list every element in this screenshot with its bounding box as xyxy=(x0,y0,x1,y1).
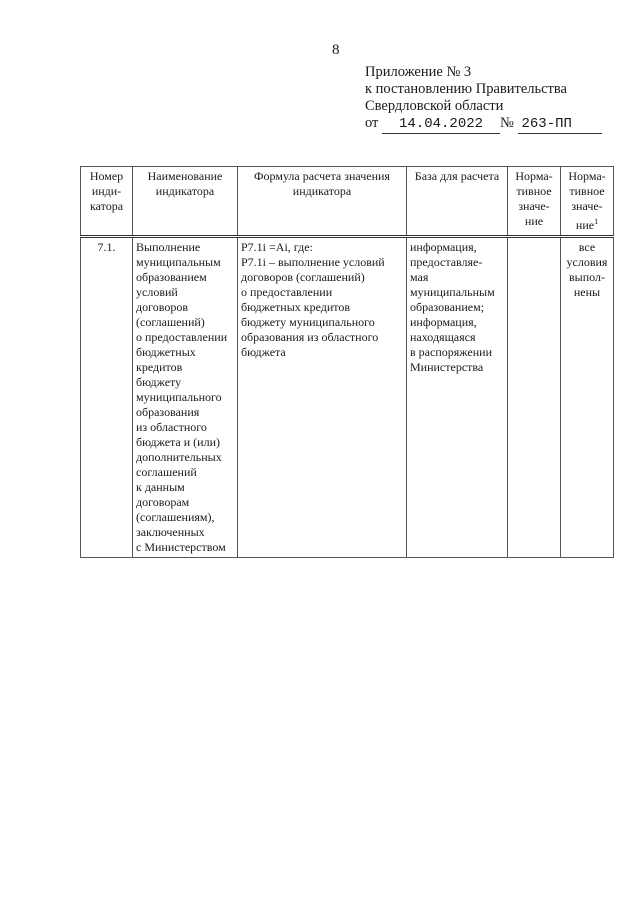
document-number: 263-ПП xyxy=(518,116,602,134)
cell-line: бюджетных xyxy=(136,345,196,359)
cell-line: бюджету муниципального xyxy=(241,315,375,329)
cell-line: о предоставлении xyxy=(241,285,333,299)
cell-line: информация, xyxy=(410,240,477,254)
header-number: Номер инди- катора xyxy=(81,167,133,237)
document-date: 14.04.2022 xyxy=(382,116,500,134)
appendix-header xyxy=(365,64,602,134)
cell-line: бюджетных кредитов xyxy=(241,300,351,314)
cell-line: бюджету xyxy=(136,375,182,389)
cell-line: муниципальным xyxy=(136,255,221,269)
cell-line: с Министерством xyxy=(136,540,226,554)
cell-line: из областного xyxy=(136,420,207,434)
cell-line: дополнительных xyxy=(136,450,222,464)
cell-line: договоров xyxy=(136,300,188,314)
cell-line: образованием; xyxy=(410,300,485,314)
cell-line: Выполнение xyxy=(136,240,201,254)
cell-line: бюджета xyxy=(241,345,286,359)
cell-line: в распоряжении xyxy=(410,345,492,359)
cell-line: (соглашениям), xyxy=(136,510,215,524)
cell-line: (соглашений) xyxy=(136,315,205,329)
table-header-row xyxy=(81,167,614,237)
header-norm1: Норма- тивное значе- ние xyxy=(508,167,561,237)
cell-name xyxy=(133,237,238,558)
cell-line: заключенных xyxy=(136,525,205,539)
cell-line: муниципального xyxy=(136,390,222,404)
appendix-reference: к постановлению Правительства xyxy=(365,81,567,97)
cell-base xyxy=(407,237,508,558)
appendix-title: Приложение № 3 xyxy=(365,64,472,80)
date-prefix: от xyxy=(365,115,379,131)
cell-number: 7.1. xyxy=(81,237,133,558)
cell-line: договоров (соглашений) xyxy=(241,270,365,284)
cell-line: муниципальным xyxy=(410,285,495,299)
header-base: База для расчета xyxy=(407,167,508,237)
cell-line: условия xyxy=(566,255,608,269)
cell-norm1 xyxy=(508,237,561,558)
cell-line: выпол- xyxy=(569,270,605,284)
cell-line: бюджета и (или) xyxy=(136,435,220,449)
cell-formula xyxy=(238,237,407,558)
cell-line: договорам xyxy=(136,495,190,509)
cell-line: кредитов xyxy=(136,360,183,374)
header-name: Наименование индикатора xyxy=(133,167,238,237)
cell-line: образования xyxy=(136,405,200,419)
footnote-marker: 1 xyxy=(594,217,599,226)
cell-line: Министерства xyxy=(410,360,484,374)
appendix-region: Свердловской области xyxy=(365,98,504,114)
header-norm2: Норма- тивное значе- ние$^1$ xyxy=(561,167,614,237)
cell-line: о предоставлении xyxy=(136,330,228,344)
cell-line: все xyxy=(578,240,596,254)
number-prefix: № xyxy=(500,115,514,131)
header-formula: Формула расчета значения индикатора xyxy=(238,167,407,237)
cell-line: предоставляе- xyxy=(410,255,483,269)
cell-norm2 xyxy=(561,237,614,558)
cell-line: P7.1i =Ai, где: xyxy=(241,240,313,254)
page-number: 8 xyxy=(332,42,340,58)
cell-line: информация, xyxy=(410,315,477,329)
cell-line: соглашений xyxy=(136,465,197,479)
cell-line: условий xyxy=(136,285,178,299)
table-row xyxy=(81,237,614,558)
cell-line: мая xyxy=(410,270,429,284)
appendix-date-line xyxy=(365,115,602,134)
cell-line: находящаяся xyxy=(410,330,476,344)
cell-line: образованием xyxy=(136,270,207,284)
indicator-table xyxy=(80,166,614,558)
cell-line: P7.1i – выполнение условий xyxy=(241,255,385,269)
cell-line: к данным xyxy=(136,480,185,494)
cell-line: образования из областного xyxy=(241,330,379,344)
cell-line: нены xyxy=(573,285,601,299)
